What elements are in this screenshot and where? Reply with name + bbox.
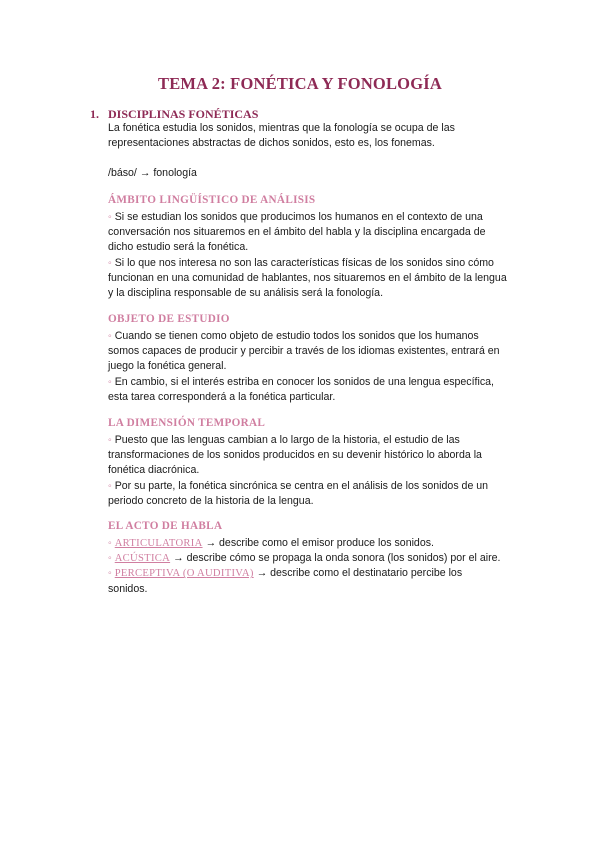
articulatoria-link[interactable]: ARTICULATORIA bbox=[114, 538, 203, 549]
temporal-heading: LA DIMENSIÓN TEMPORAL bbox=[108, 417, 266, 429]
bullet-icon: ◦ bbox=[108, 434, 112, 446]
paragraph-line: periodo concreto de la historia de la lengua. bbox=[108, 494, 314, 507]
page-title: TEMA 2: FONÉTICA Y FONOLOGÍA bbox=[158, 74, 442, 93]
bullet-icon: ◦ bbox=[108, 479, 112, 492]
list-item: ◦ PERCEPTIVA (O AUDITIVA) → describe como el destinatario percibe los bbox=[108, 567, 463, 580]
paragraph-line: somos capaces de producir y percibir a través de los idiomas existentes, entrará en bbox=[108, 345, 500, 358]
bullet-icon: ◦ bbox=[108, 211, 112, 223]
intro-line: representaciones abstractas de dichos sonidos, esto es, los fonemas. bbox=[108, 137, 435, 150]
objeto-paragraph-2 bbox=[108, 375, 523, 405]
ambito-paragraph-2 bbox=[108, 256, 523, 302]
section-heading-text: DISCIPLINAS FONÉTICAS bbox=[108, 107, 259, 121]
bullet-icon: ◦ bbox=[108, 552, 112, 565]
temporal-block bbox=[108, 416, 523, 509]
paragraph-line: y la disciplina responsable de su análisis será la fonología. bbox=[108, 287, 384, 300]
paragraph-line: dicho estudio será la fonética. bbox=[108, 241, 249, 254]
temporal-paragraph-2 bbox=[108, 479, 523, 509]
list-item: ◦ ACÚSTICA → describe cómo se propaga la onda sonora (los sonidos) por el aire. bbox=[108, 552, 501, 565]
paragraph-line: ◦ Si lo que nos interesa no son las características físicas de los sonidos sino cómo bbox=[108, 256, 494, 269]
acustica-link[interactable]: ACÚSTICA bbox=[114, 553, 171, 565]
bullet-icon: ◦ bbox=[108, 330, 112, 342]
paragraph-line: ◦ Cuando se tienen como objeto de estudio todos los sonidos que los humanos bbox=[108, 330, 479, 342]
section-heading bbox=[90, 107, 530, 122]
bullet-icon: ◦ bbox=[108, 375, 112, 388]
paragraph-line: ◦ Por su parte, la fonética sincrónica se centra en el análisis de los sonidos de un bbox=[108, 479, 489, 492]
paragraph-line: ◦ En cambio, si el interés estriba en conocer los sonidos de una lengua específica, bbox=[108, 375, 494, 388]
paragraph-line: fonética diacrónica. bbox=[108, 464, 200, 477]
objeto-heading: OBJETO DE ESTUDIO bbox=[108, 313, 230, 325]
intro-paragraph bbox=[108, 121, 523, 151]
paragraph-line: funcionan en una comunidad de hablantes, nos situaremos en el ámbito de la lengua bbox=[108, 271, 507, 284]
temporal-paragraph-1 bbox=[108, 433, 523, 479]
paragraph-line: esta tarea corresponderá a la fonética particular. bbox=[108, 390, 336, 403]
paragraph-line: transformaciones de los sonidos producidos en su devenir histórico lo aborda la bbox=[108, 449, 482, 462]
habla-heading: EL ACTO DE HABLA bbox=[108, 520, 223, 532]
ambito-paragraph-1 bbox=[108, 210, 523, 256]
perceptiva-link[interactable]: PERCEPTIVA (O AUDITIVA) bbox=[114, 568, 254, 580]
bullet-icon: ◦ bbox=[108, 537, 112, 549]
ambito-heading: ÁMBITO LINGÜÍSTICO DE ANÁLISIS bbox=[108, 194, 316, 206]
bullet-icon: ◦ bbox=[108, 256, 112, 269]
ambito-block bbox=[108, 193, 523, 301]
intro-line: La fonética estudia los sonidos, mientras que la fonología se ocupa de las bbox=[108, 122, 455, 134]
paragraph-line: ◦ Si se estudian los sonidos que producimos los humanos en el contexto de una bbox=[108, 211, 483, 223]
example-line: /báso/ → fonología bbox=[108, 167, 197, 179]
list-item-continuation: sonidos. bbox=[108, 582, 148, 595]
paragraph-line: ◦ Puesto que las lenguas cambian a lo largo de la historia, el estudio de las bbox=[108, 434, 460, 446]
objeto-paragraph-1 bbox=[108, 329, 523, 375]
habla-block bbox=[108, 519, 523, 597]
paragraph-line: conversación nos situaremos en el ámbito del habla y la disciplina encargada de bbox=[108, 226, 486, 239]
section-disciplinas-foneticas bbox=[90, 107, 530, 122]
objeto-block bbox=[108, 312, 523, 405]
section-number: 1. bbox=[90, 107, 99, 121]
bullet-icon: ◦ bbox=[108, 567, 112, 580]
habla-list bbox=[108, 536, 523, 597]
paragraph-line: juego la fonética general. bbox=[108, 360, 227, 373]
list-item: ◦ ARTICULATORIA → describe como el emisor produce los sonidos. bbox=[108, 537, 434, 549]
